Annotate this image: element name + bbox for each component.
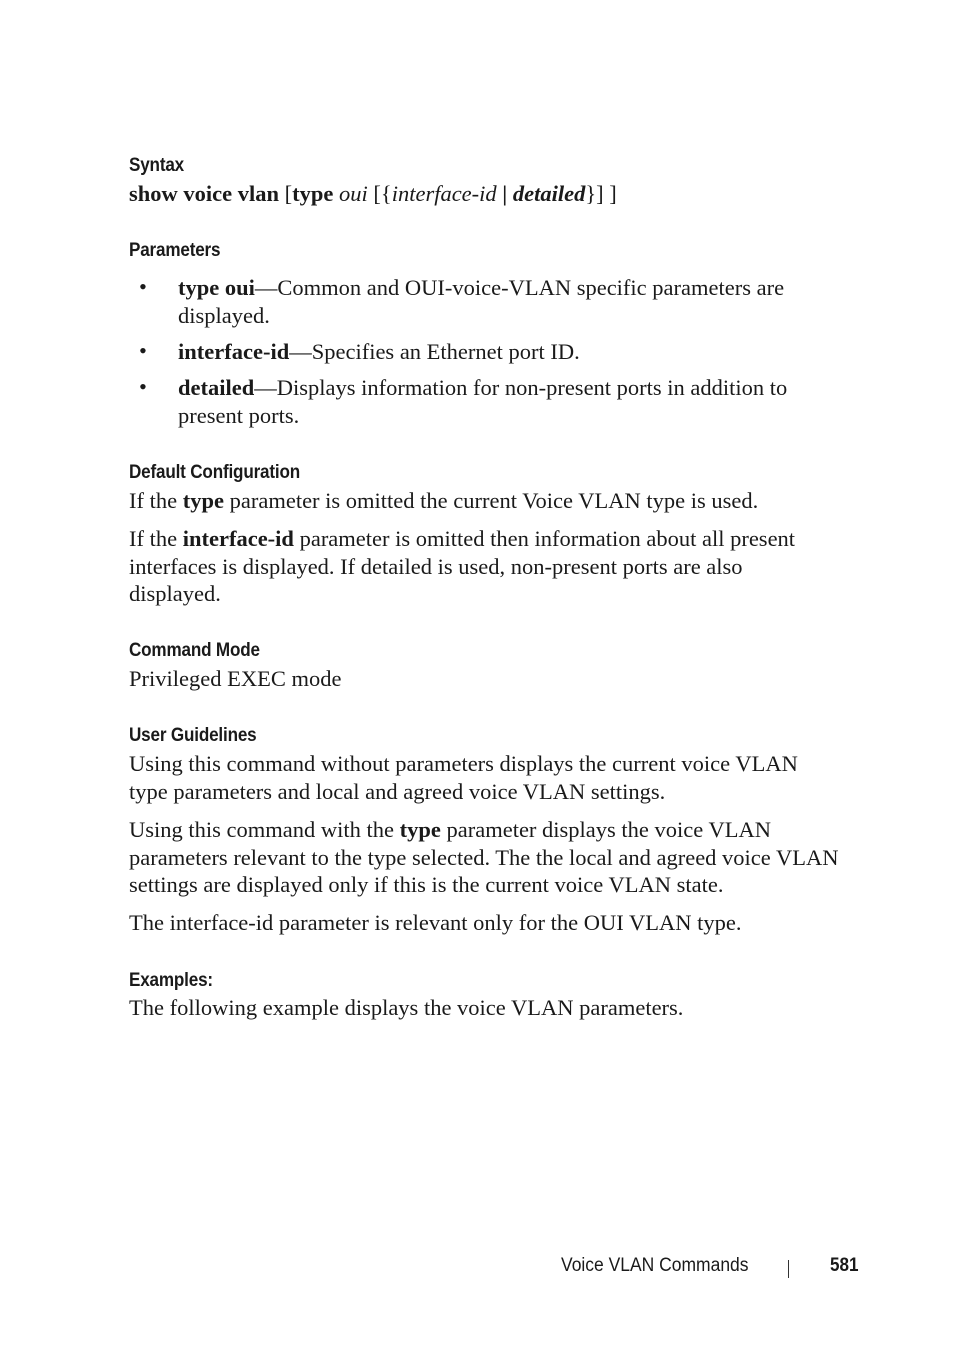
syntax-detailed: detailed: [512, 181, 586, 206]
examples-heading: Examples:: [129, 970, 213, 991]
parameter-item: detailed—Displays information for non-present ports in addition to present ports.: [178, 375, 788, 428]
syntax-command: show voice vlan: [129, 181, 280, 206]
bullet-icon: •: [139, 274, 147, 299]
default-config-heading: Default Configuration: [129, 462, 301, 483]
syntax-line: show voice vlan [type oui [{interface-id | detailed}] ]: [129, 181, 617, 206]
syntax-heading: Syntax: [129, 155, 184, 176]
command-mode-text: Privileged EXEC mode: [129, 666, 342, 691]
examples-text: The following example displays the voice VLAN parameters.: [129, 995, 684, 1020]
bullet-icon: •: [139, 374, 147, 399]
parameter-item: interface-id—Specifies an Ethernet port ID.: [178, 339, 580, 364]
syntax-oui: oui: [339, 181, 368, 206]
command-mode-heading: Command Mode: [129, 640, 260, 661]
footer-divider: [788, 1260, 789, 1278]
parameter-item: type oui—Common and OUI-voice-VLAN specific parameters are displayed.: [178, 275, 785, 328]
default-config-paragraph: If the interface-id parameter is omitted then information about all present interfaces is displayed. If detailed is used, non-present ports are also displayed.: [129, 526, 796, 606]
user-guidelines-paragraph: Using this command with the type parameter displays the voice VLAN parameters relevant to the type selected. The the local and agreed voice VLAN settings are displayed only if this is the current voice VLAN state.: [129, 817, 839, 897]
bullet-icon: •: [139, 338, 147, 363]
syntax-type: type: [292, 181, 334, 206]
footer-section-title: Voice VLAN Commands: [561, 1255, 749, 1276]
user-guidelines-paragraph: The interface-id parameter is relevant only for the OUI VLAN type.: [129, 910, 742, 935]
user-guidelines-heading: User Guidelines: [129, 725, 257, 746]
page-number: 581: [830, 1255, 859, 1276]
default-config-paragraph: If the type parameter is omitted the current Voice VLAN type is used.: [129, 488, 759, 513]
syntax-interface-id: interface-id: [391, 181, 497, 206]
parameters-heading: Parameters: [129, 240, 221, 261]
user-guidelines-paragraph: Using this command without parameters displays the current voice VLAN type parameters and local and agreed voice VLAN settings.: [129, 751, 798, 804]
